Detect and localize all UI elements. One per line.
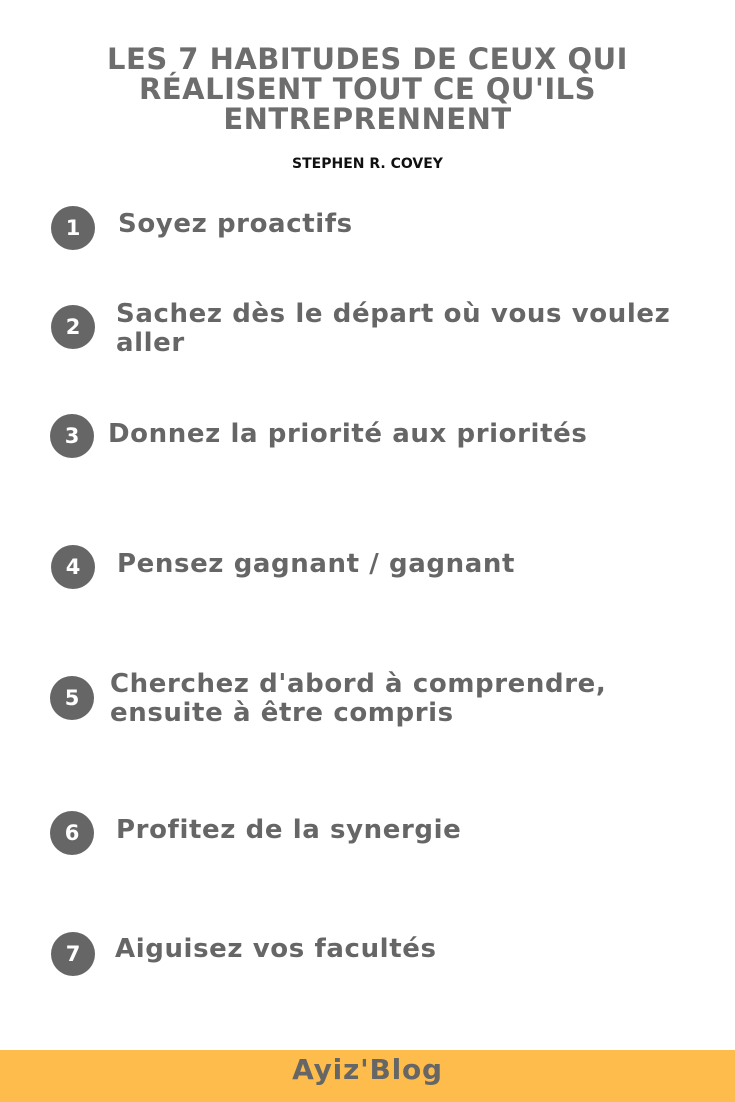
title-line: LES 7 HABITUDES DE CEUX QUI bbox=[107, 42, 628, 76]
footer-brand: Ayiz'Blog bbox=[292, 1053, 443, 1086]
habit-line: Sachez dès le départ où vous voulez bbox=[116, 299, 671, 329]
habit-line: Donnez la priorité aux priorités bbox=[108, 419, 588, 449]
habit-line: Soyez proactifs bbox=[118, 209, 353, 239]
habit-text bbox=[110, 670, 606, 728]
number-badge: 3 bbox=[50, 414, 94, 458]
habit-line: Cherchez d'abord à comprendre, bbox=[110, 669, 607, 699]
habit-text bbox=[116, 300, 670, 358]
habit-line: Aiguisez vos facultés bbox=[115, 934, 437, 964]
habit-line: aller bbox=[116, 328, 185, 358]
title-line: RÉALISENT TOUT CE QU'ILS bbox=[139, 72, 596, 106]
number-badge: 6 bbox=[50, 811, 94, 855]
habit-text bbox=[116, 816, 461, 845]
title-line: ENTREPRENNENT bbox=[223, 102, 512, 136]
habit-text bbox=[117, 550, 515, 579]
footer-bar bbox=[0, 1050, 735, 1102]
habit-line: ensuite à être compris bbox=[110, 698, 454, 728]
habit-line: Profitez de la synergie bbox=[116, 815, 462, 845]
habit-text bbox=[115, 935, 437, 964]
habit-line: Pensez gagnant / gagnant bbox=[117, 549, 516, 579]
page-title bbox=[80, 44, 655, 134]
author-name: STEPHEN R. COVEY bbox=[292, 156, 443, 172]
number-badge: 5 bbox=[50, 676, 94, 720]
number-badge: 1 bbox=[51, 206, 95, 250]
number-badge: 2 bbox=[51, 305, 95, 349]
number-badge: 4 bbox=[51, 545, 95, 589]
habit-text bbox=[118, 210, 353, 239]
number-badge: 7 bbox=[51, 932, 95, 976]
habit-text bbox=[108, 420, 587, 449]
